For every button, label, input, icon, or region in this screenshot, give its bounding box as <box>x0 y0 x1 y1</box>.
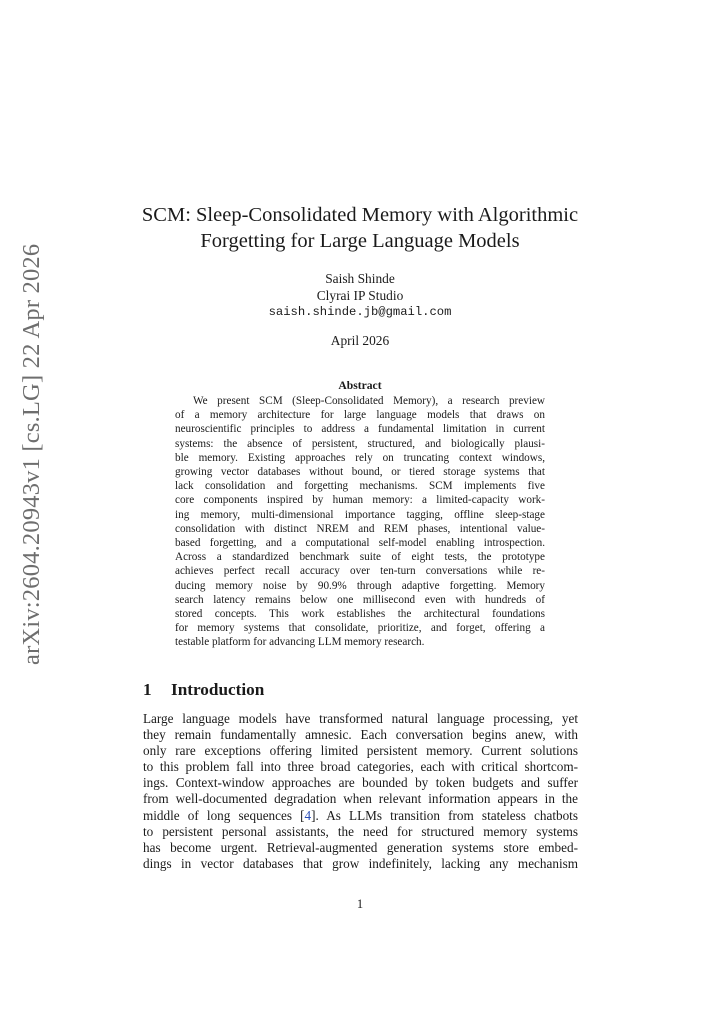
section-number: 1 <box>143 680 152 699</box>
body-line: only rare exceptions offering limited persistent memory. Current solutions <box>143 743 578 759</box>
title-line: SCM: Sleep-Consolidated Memory with Algorithmic <box>141 204 579 226</box>
abstract-line: achieves perfect recall accuracy over ten-turn conversations while re- <box>175 565 545 578</box>
abstract-heading: Abstract <box>338 379 382 392</box>
abstract-line: systems: the absence of persistent, structured, and biologically plausi- <box>175 437 545 450</box>
body-line: has become urgent. Retrieval-augmented generation systems store embed- <box>143 839 578 855</box>
abstract-line: neuroscientific principles to address a fundamental limitation in current <box>175 423 545 436</box>
abstract-line: of a memory architecture for large language models that draws on <box>175 409 545 422</box>
body-line: to persistent personal assistants, the need for structured memory systems <box>143 823 578 839</box>
body-line: they remain fundamentally amnesic. Each conversation begins anew, with <box>143 727 578 743</box>
body-line: to this problem fall into three broad categories, each with critical shortcom- <box>143 759 578 775</box>
publication-date: April 2026 <box>330 333 390 348</box>
arxiv-identifier-stamp: arXiv:2604.20943v1 [cs.LG] 22 Apr 2026 <box>18 243 45 665</box>
abstract-body <box>175 394 545 650</box>
author-affiliation: Clyrai IP Studio <box>316 288 404 303</box>
abstract-line: core components inspired by human memory: a limited-capacity work- <box>175 494 545 507</box>
abstract-line: for memory systems that consolidate, prioritize, and forget, offering a <box>175 622 545 635</box>
abstract-line: ble memory. Existing approaches rely on truncating context windows, <box>175 451 545 464</box>
abstract-line: testable platform for advancing LLM memory research. <box>175 636 425 649</box>
body-line: dings in vector databases that grow indefinitely, lacking any mechanism <box>143 855 578 871</box>
abstract-line: based forgetting, and a computational self-model enabling introspection. <box>175 537 545 550</box>
abstract-line: ducing memory noise by 90.9% through adaptive forgetting. Memory <box>175 579 545 592</box>
body-text-fragment: middle of long sequences [ <box>143 807 305 823</box>
abstract-line: stored concepts. This work establishes the architectural foundations <box>175 608 545 621</box>
body-line: from well-documented degradation when relevant information appears in the <box>143 791 578 807</box>
title-line: Forgetting for Large Language Models <box>200 230 520 252</box>
page-number: 1 <box>356 897 364 911</box>
abstract-line: consolidation with distinct NREM and REM phases, intentional value- <box>175 522 545 535</box>
section-title: Introduction <box>171 680 265 699</box>
abstract-line: We present SCM (Sleep-Consolidated Memory), a research preview <box>193 395 545 407</box>
body-text-fragment: ]. As LLMs transition from stateless chatbots <box>311 807 578 823</box>
abstract-line: Across a standardized benchmark suite of eight tests, the prototype <box>175 551 545 564</box>
abstract-line: lack consolidation and forgetting mechanisms. SCM implements five <box>175 480 545 493</box>
section-heading-introduction <box>143 680 264 700</box>
body-line: Large language models have transformed natural language processing, yet <box>143 711 578 726</box>
abstract-line: ing memory, multi-dimensional importance tagging, offline sleep-stage <box>175 508 545 521</box>
citation-link[interactable]: 4 <box>304 807 312 823</box>
abstract-line: search latency remains below one millisecond even with hundreds of <box>175 593 545 606</box>
author-block <box>180 270 540 349</box>
introduction-body <box>143 711 578 872</box>
body-line: ings. Context-window approaches are bounded by token budgets and suffer <box>143 775 578 791</box>
body-line-with-citation <box>143 808 578 824</box>
abstract-line: growing vector databases without bound, or tiered storage systems that <box>175 466 545 479</box>
author-name: Saish Shinde <box>325 271 395 286</box>
author-email: saish.shinde.jb@gmail.com <box>268 305 452 319</box>
paper-title <box>100 202 620 254</box>
